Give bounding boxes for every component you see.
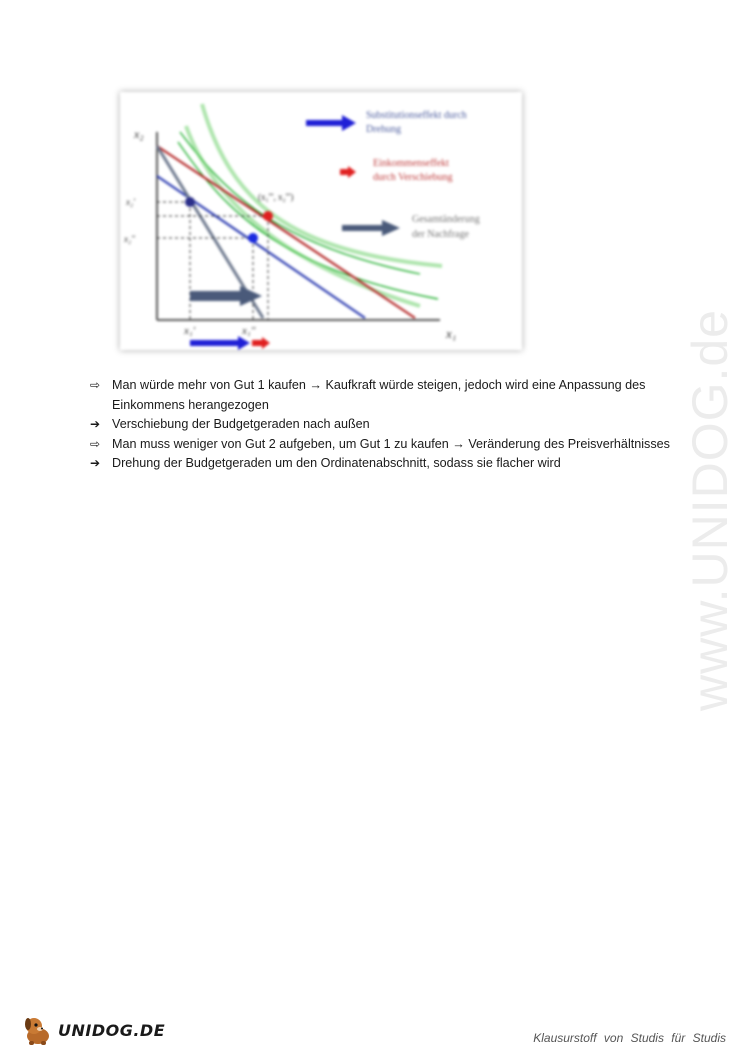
substitution-effect-arrow bbox=[190, 336, 250, 350]
figure-svg bbox=[120, 92, 522, 350]
tick-x2-double-prime: x₂'' bbox=[124, 234, 135, 244]
bullet-text: Drehung der Budgetgeraden um den Ordinatenabschnitt, sodass sie flacher wird bbox=[112, 456, 561, 470]
bullet-item bbox=[90, 376, 670, 415]
bullet-marker: ➔ bbox=[90, 417, 101, 431]
footer-tagline: Klausurstoff von Studis für Studis bbox=[533, 1031, 726, 1045]
watermark-text: www.UNIDOG.de bbox=[682, 309, 738, 711]
bullet-list bbox=[90, 376, 670, 474]
bullet-marker: ⇨ bbox=[90, 378, 101, 392]
total-effect-arrow bbox=[190, 286, 262, 306]
tick-x1-double-prime: x₁'' bbox=[242, 325, 256, 337]
bullet-marker: ➔ bbox=[90, 456, 101, 470]
bullet-text: Man würde mehr von Gut 1 kaufen → Kaufkraft würde steigen, jedoch wird eine Anpassung des Einkommens herangezogen bbox=[112, 378, 646, 412]
income-effect-arrow bbox=[252, 337, 270, 349]
legend-substitution-arrow bbox=[306, 115, 356, 131]
logo-text: UNIDOG.DE bbox=[58, 1020, 166, 1040]
indifference-curve-4 bbox=[202, 104, 442, 266]
y-axis-label: x₂ bbox=[134, 127, 144, 141]
legend-substitution-line1: Substitutionseffekt durch bbox=[366, 110, 467, 121]
bullet-item bbox=[90, 435, 670, 455]
legend-income-line1: Einkommenseffekt bbox=[373, 158, 449, 169]
x-axis-label: x₁ bbox=[446, 326, 457, 341]
point-label: (x₁''', x₂''') bbox=[258, 192, 294, 202]
unidog-logo bbox=[22, 1014, 165, 1046]
legend-income-arrow bbox=[340, 166, 356, 178]
legend-total-line2: der Nachfrage bbox=[412, 229, 469, 240]
legend-substitution-line2: Drehung bbox=[366, 124, 401, 135]
bullet-item bbox=[90, 454, 670, 474]
optimum-point-substitution bbox=[248, 233, 258, 243]
bullet-text: Verschiebung der Budgetgeraden nach außen bbox=[112, 417, 370, 431]
bullet-marker: ⇨ bbox=[90, 436, 101, 451]
bullet-text: Man muss weniger von Gut 2 aufgeben, um Gut 1 zu kaufen → Veränderung des Preisverhältnisses bbox=[112, 436, 670, 451]
dog-icon bbox=[22, 1014, 56, 1046]
legend-total-arrow bbox=[342, 220, 400, 236]
economics-figure bbox=[120, 92, 522, 350]
tick-x1-prime: x₁' bbox=[184, 325, 196, 337]
legend-total-line1: Gesamtänderung bbox=[412, 214, 480, 225]
legend-income-line2: durch Verschiebung bbox=[373, 172, 453, 183]
optimum-point-initial bbox=[185, 197, 195, 207]
tick-x2-prime: x₂' bbox=[126, 197, 136, 207]
optimum-point-final bbox=[263, 211, 273, 221]
watermark bbox=[670, 280, 750, 740]
bullet-item bbox=[90, 415, 670, 435]
